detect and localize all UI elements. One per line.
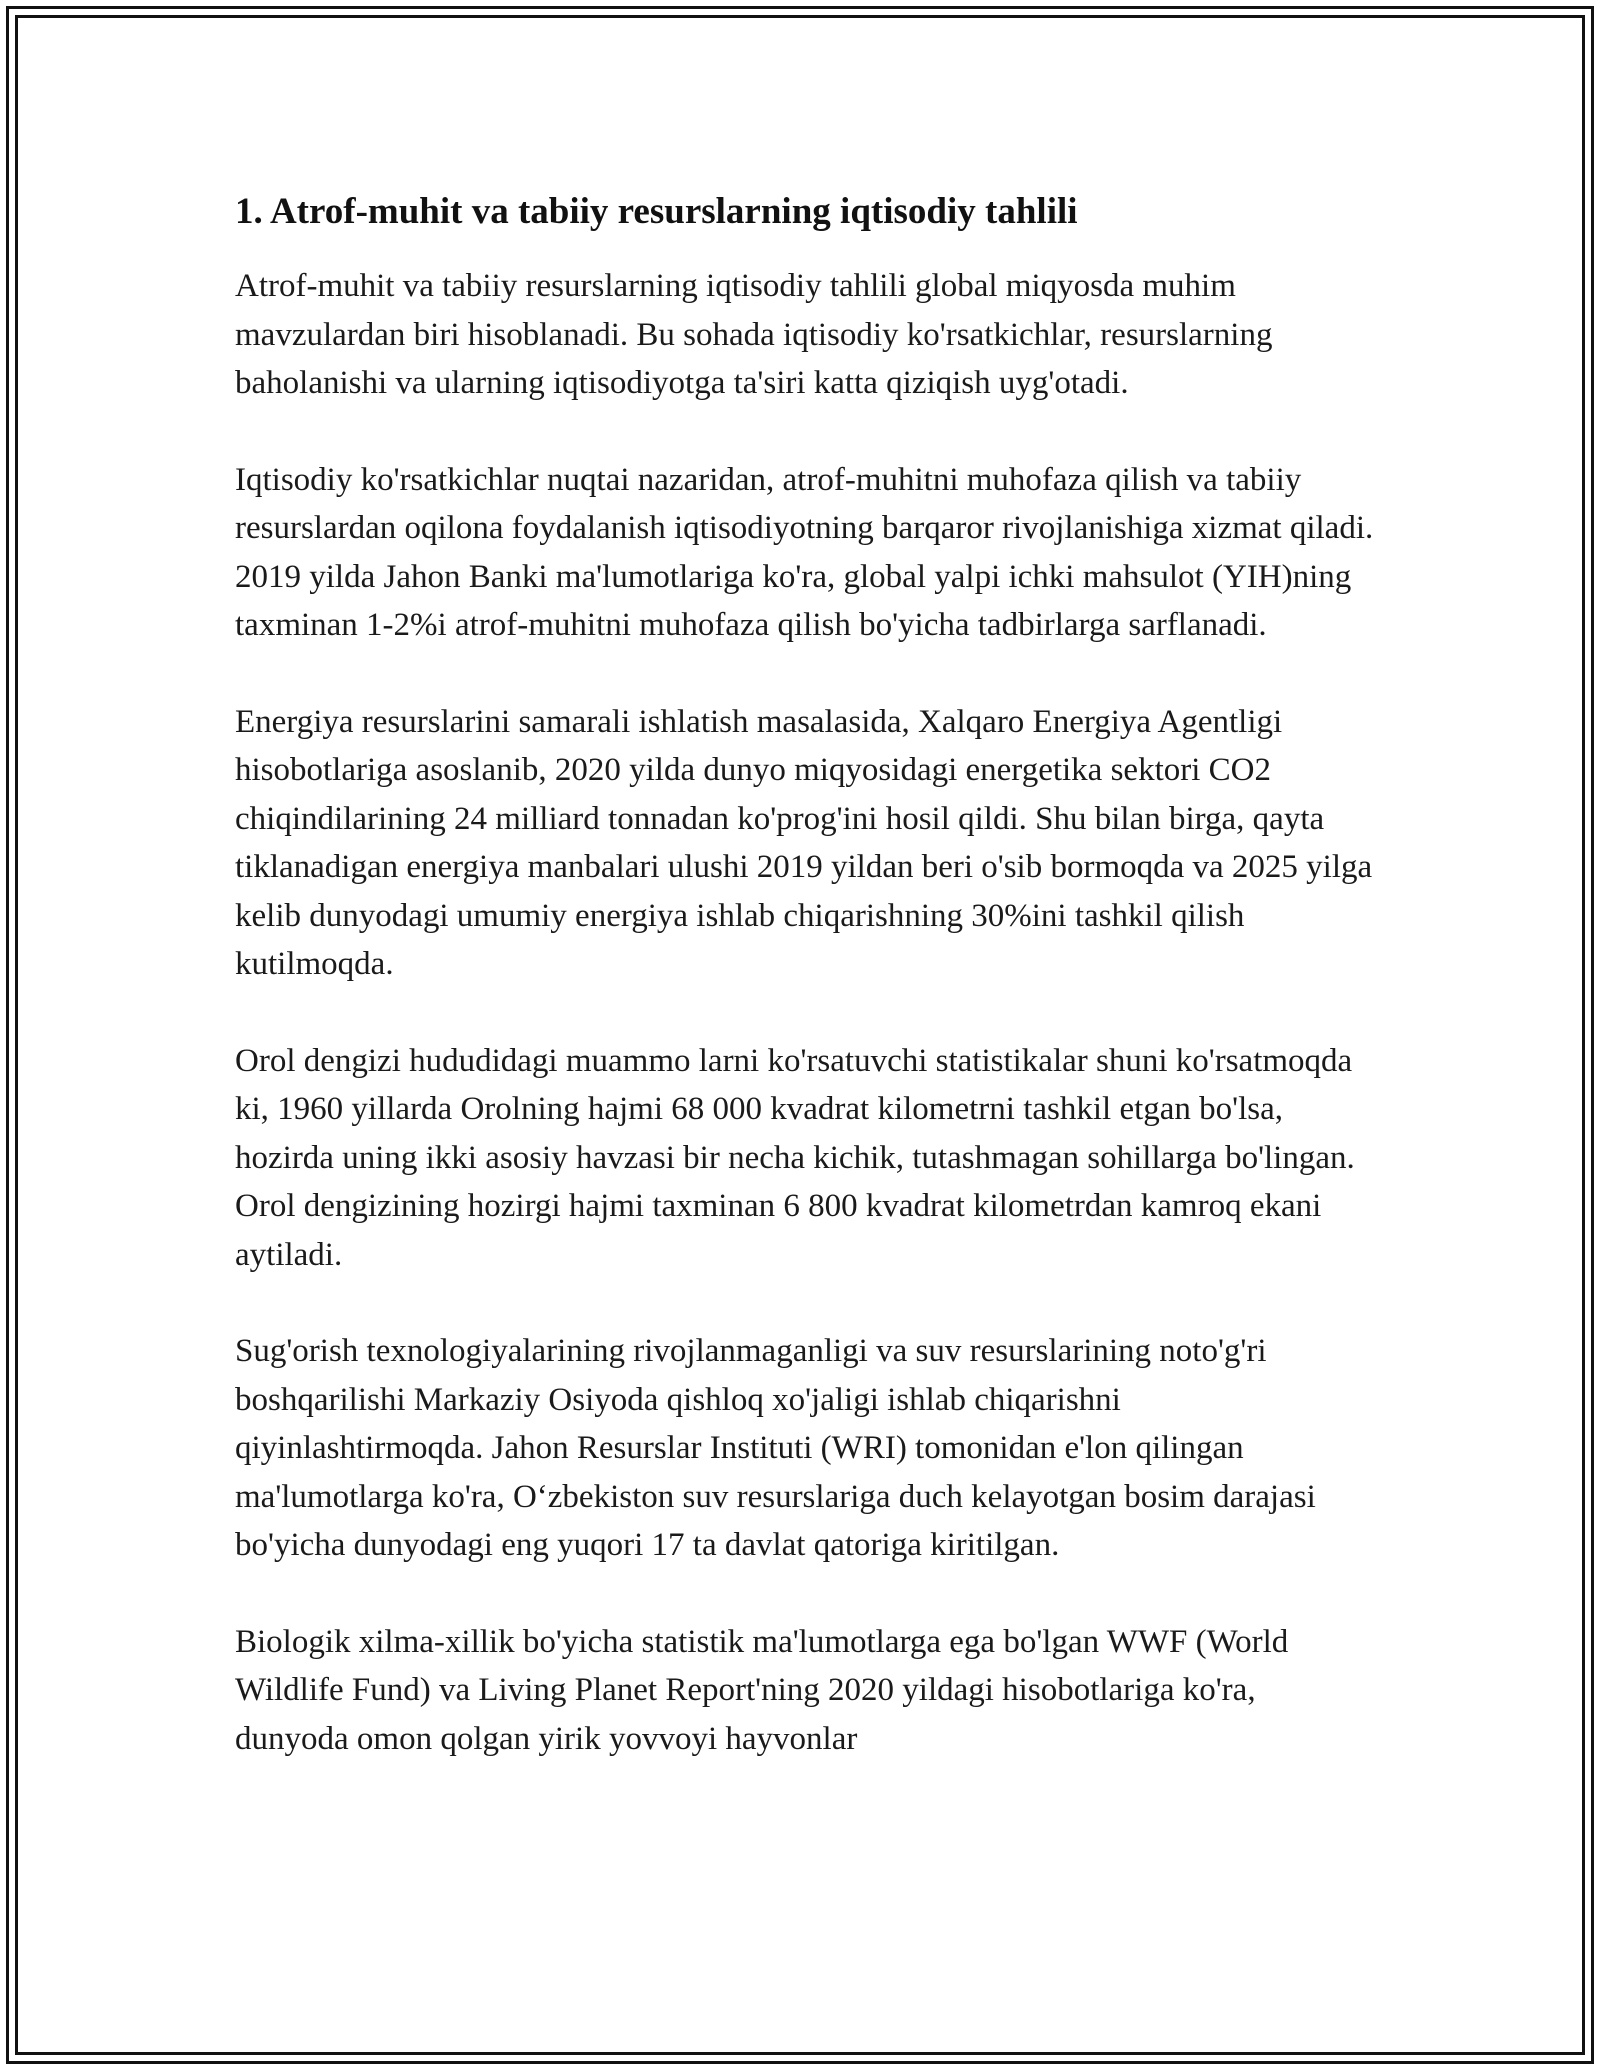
paragraph-irrigation-water: Sug'orish texnologiyalarining rivojlanmaganligi va suv resurslarining noto'g'ri boshqarilishi Markaziy Osiyoda qishloq xo'jaligi ishlab chiqarishni qiyinlashtirmoqda. Jahon Resurslar Instituti (WRI) tomonidan e'lon qilingan ma'lumotlarga ko'ra, O‘zbekiston suv resurslariga duch kelayotgan bosim darajasi bo'yicha dunyodagi eng yuqori 17 ta davlat qatoriga kiritilgan.: [235, 1333, 1316, 1563]
document-body: [235, 188, 1375, 1811]
paragraph-energy-resources: Energiya resurslarini samarali ishlatish masalasida, Xalqaro Energiya Agentligi hisobotlariga asoslanib, 2020 yilda dunyo miqyosidagi energetika sektori CO2 chiqindilarining 24 milliard tonnadan ko'prog'ini hosil qildi. Shu bilan birga, qayta tiklanadigan energiya manbalari ulushi 2019 yildan beri o'sib bormoqda va 2025 yilga kelib dunyodagi umumiy energiya ishlab chiqarishning 30%ini tashkil qilish kutilmoqda.: [235, 703, 1373, 982]
section-heading: 1. Atrof-muhit va tabiiy resurslarning iqtisodiy tahlili: [235, 191, 1078, 232]
paragraph-intro: Atrof-muhit va tabiiy resurslarning iqtisodiy tahlili global miqyosda muhim mavzulardan biri hisoblanadi. Bu sohada iqtisodiy ko'rsatkichlar, resurslarning baholanishi va ularning iqtisodiyotga ta'siri katta qiziqish uyg'otadi.: [235, 268, 1273, 401]
paragraph-aral-sea: Orol dengizi hududidagi muammo larni ko'rsatuvchi statistikalar shuni ko'rsatmoqda ki, 1960 yillarda Orolning hajmi 68 000 kvadrat kilometrni tashkil etgan bo'lsa, hozirda uning ikki asosiy havzasi bir necha kichik, tutashmagan sohillarga bo'lingan. Orol dengizining hozirgi hajmi taxminan 6 800 kvadrat kilometrdan kamroq ekani aytiladi.: [235, 1042, 1355, 1273]
paragraph-economic-indicators: Iqtisodiy ko'rsatkichlar nuqtai nazaridan, atrof-muhitni muhofaza qilish va tabiiy resurslardan oqilona foydalanish iqtisodiyotning barqaror rivojlanishiga xizmat qiladi. 2019 yilda Jahon Banki ma'lumotlariga ko'ra, global yalpi ichki mahsulot (YIH)ning taxminan 1-2%i atrof-muhitni muhofaza qilish bo'yicha tadbirlarga sarflanadi.: [235, 461, 1374, 643]
paragraph-biodiversity: Biologik xilma-xillik bo'yicha statistik ma'lumotlarga ega bo'lgan WWF (World Wildlife Fund) va Living Planet Report'ning 2020 yildagi hisobotlariga ko'ra, dunyoda omon qolgan yirik yovvoyi hayvonlar: [235, 1623, 1289, 1757]
